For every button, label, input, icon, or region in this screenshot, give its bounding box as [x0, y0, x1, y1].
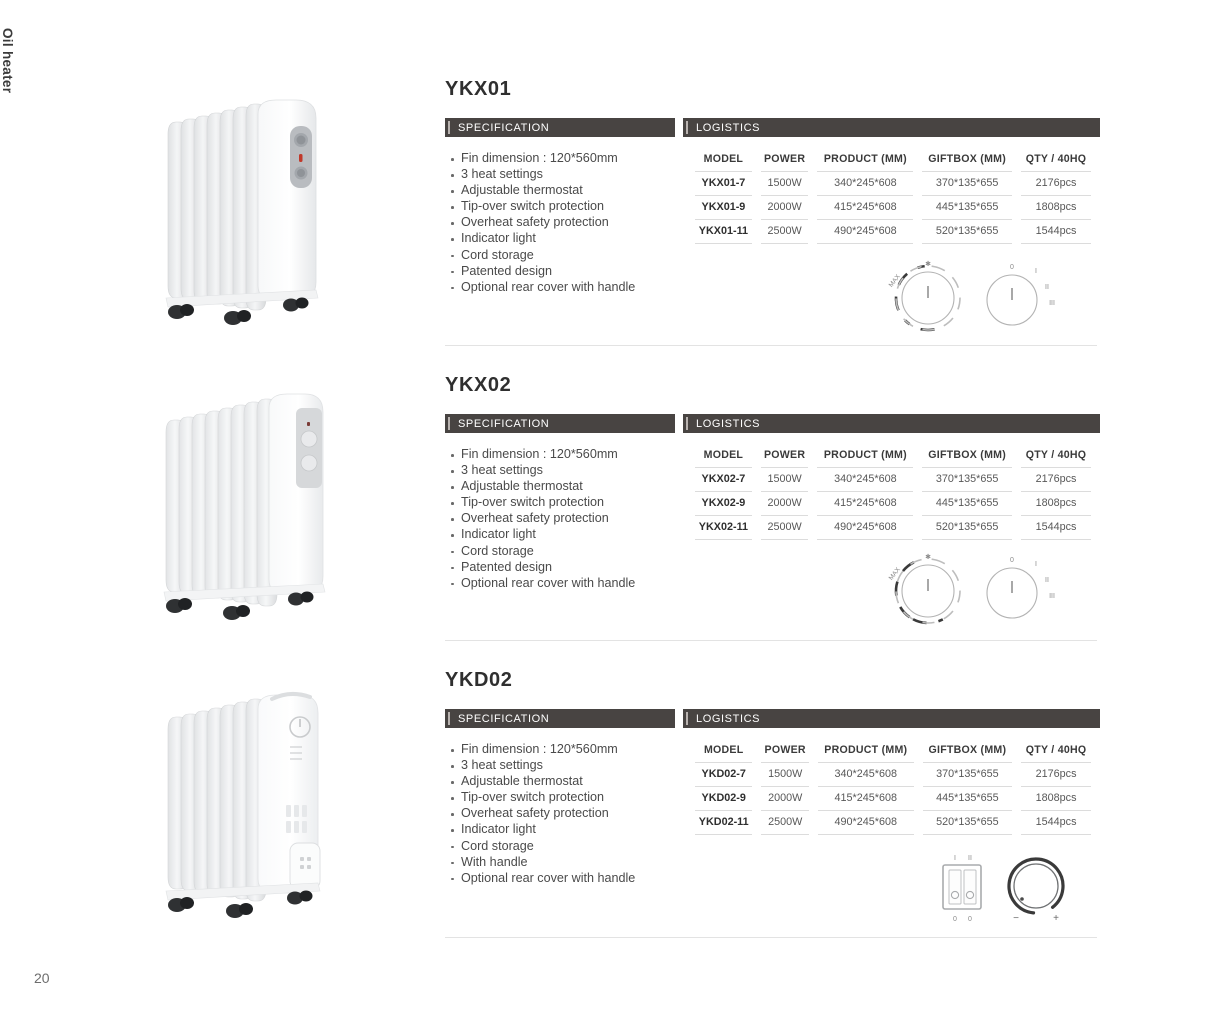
cell-qty: 2176pcs: [1021, 468, 1091, 492]
section-header-bars: [445, 118, 1100, 137]
column-header-qty: QTY / 40HQ: [1021, 151, 1091, 172]
cell-power: 2000W: [761, 196, 809, 220]
column-header-product: PRODUCT (MM): [818, 742, 914, 763]
cell-giftbox: 445*135*655: [922, 492, 1012, 516]
product-photo-ykx02: [150, 382, 350, 632]
cell-product: 490*245*608: [817, 516, 913, 540]
spec-item: Fin dimension : 120*560mm: [450, 742, 675, 758]
spec-item: With handle: [450, 855, 675, 871]
specification-list: [445, 742, 675, 887]
table-row: [695, 811, 1091, 835]
table-row: [695, 468, 1091, 492]
product-photo-ykd02: [150, 677, 350, 927]
model-title: YKX02: [445, 374, 512, 396]
logistics-header-label: LOGISTICS: [696, 712, 761, 725]
spec-item: Tip-over switch protection: [450, 199, 675, 215]
specification-header-bar: [445, 414, 675, 433]
svg-text:0: 0: [953, 916, 957, 923]
cell-giftbox: 520*135*655: [922, 220, 1012, 244]
table-row: [695, 172, 1091, 196]
cell-qty: 1808pcs: [1021, 787, 1091, 811]
table-row: [695, 787, 1091, 811]
spec-item: Adjustable thermostat: [450, 774, 675, 790]
cell-qty: 1808pcs: [1021, 196, 1091, 220]
column-header-giftbox: GIFTBOX (MM): [923, 742, 1013, 763]
spec-item: Indicator light: [450, 822, 675, 838]
spec-item: Cord storage: [450, 544, 675, 560]
svg-text:I: I: [1035, 268, 1037, 275]
spec-item: 3 heat settings: [450, 167, 675, 183]
column-header-power: POWER: [761, 447, 809, 468]
spec-item: Indicator light: [450, 527, 675, 543]
specification-header-bar: [445, 118, 675, 137]
svg-text:−: −: [1013, 913, 1019, 924]
logistics-header-bar: [683, 118, 1100, 137]
cell-product: 340*245*608: [818, 763, 914, 787]
section-content-ykx01: [445, 78, 1100, 307]
svg-text:MAX: MAX: [887, 566, 902, 582]
cell-power: 2500W: [761, 220, 809, 244]
column-header-product: PRODUCT (MM): [817, 151, 913, 172]
svg-text:I: I: [1035, 561, 1037, 568]
cell-product: 490*245*608: [817, 220, 913, 244]
column-header-qty: QTY / 40HQ: [1021, 742, 1091, 763]
control-icons-ykx01: [840, 256, 1100, 336]
power-selector-dial-icon: [987, 264, 1055, 325]
svg-text:0: 0: [1010, 264, 1014, 271]
column-header-model: MODEL: [695, 742, 752, 763]
cell-giftbox: 520*135*655: [923, 811, 1013, 835]
cell-giftbox: 370*135*655: [923, 763, 1013, 787]
cell-model: YKX01-9: [695, 196, 752, 220]
spec-item: Optional rear cover with handle: [450, 871, 675, 887]
spec-item: Optional rear cover with handle: [450, 280, 675, 296]
cell-product: 415*245*608: [818, 787, 914, 811]
table-header-row: [695, 742, 1091, 763]
section-divider: [445, 937, 1097, 938]
section-content-ykx02: [445, 374, 1100, 600]
svg-text:I: I: [954, 855, 956, 862]
cell-power: 1500W: [761, 172, 809, 196]
table-header-row: [695, 151, 1091, 172]
logistics-header-bar: [683, 709, 1100, 728]
cell-qty: 1544pcs: [1021, 516, 1091, 540]
specification-list: [445, 151, 675, 296]
spec-item: Adjustable thermostat: [450, 183, 675, 199]
cell-model: YKX02-11: [695, 516, 752, 540]
model-title: YKD02: [445, 669, 513, 691]
table-header-row: [695, 447, 1091, 468]
logistics-table: [686, 151, 1100, 244]
snowflake-icon: ✱: [925, 554, 931, 561]
svg-text:MAX: MAX: [887, 273, 902, 289]
cell-product: 415*245*608: [817, 196, 913, 220]
cell-product: 490*245*608: [818, 811, 914, 835]
cell-qty: 2176pcs: [1021, 172, 1091, 196]
column-header-giftbox: GIFTBOX (MM): [922, 151, 1012, 172]
svg-text:0: 0: [1010, 557, 1014, 564]
cell-power: 2000W: [761, 787, 809, 811]
spec-item: Tip-over switch protection: [450, 790, 675, 806]
cell-model: YKX01-7: [695, 172, 752, 196]
column-header-qty: QTY / 40HQ: [1021, 447, 1091, 468]
spec-item: 3 heat settings: [450, 463, 675, 479]
cell-qty: 1544pcs: [1021, 220, 1091, 244]
svg-text:II: II: [1045, 577, 1049, 584]
cell-power: 1500W: [761, 468, 809, 492]
cell-giftbox: 370*135*655: [922, 172, 1012, 196]
spec-item: Cord storage: [450, 248, 675, 264]
thermostat-knob-icon: [1006, 856, 1065, 924]
rocker-switch-icon: [943, 855, 981, 923]
cell-qty: 2176pcs: [1021, 763, 1091, 787]
table-row: [695, 492, 1091, 516]
spec-item: Patented design: [450, 560, 675, 576]
spec-item: Overheat safety protection: [450, 511, 675, 527]
cell-power: 2500W: [761, 516, 809, 540]
cell-qty: 1808pcs: [1021, 492, 1091, 516]
spec-item: Fin dimension : 120*560mm: [450, 151, 675, 167]
cell-model: YKD02-11: [695, 811, 752, 835]
logistics-header-label: LOGISTICS: [696, 121, 761, 134]
section-divider: [445, 345, 1097, 346]
cell-product: 340*245*608: [817, 468, 913, 492]
svg-text:+: +: [1053, 913, 1059, 924]
spec-item: Adjustable thermostat: [450, 479, 675, 495]
table-row: [695, 196, 1091, 220]
spec-item: Cord storage: [450, 839, 675, 855]
cell-model: YKX02-9: [695, 492, 752, 516]
cell-power: 2500W: [761, 811, 809, 835]
svg-text:II: II: [1045, 284, 1049, 291]
page-number: 20: [34, 970, 50, 986]
spec-item: Tip-over switch protection: [450, 495, 675, 511]
cell-giftbox: 370*135*655: [922, 468, 1012, 492]
spec-item: 3 heat settings: [450, 758, 675, 774]
svg-text:II: II: [968, 855, 972, 862]
section-header-bars: [445, 414, 1100, 433]
section-side-label: [0, 28, 50, 148]
cell-model: YKD02-7: [695, 763, 752, 787]
thermostat-dial-icon: [883, 256, 972, 336]
table-row: [695, 516, 1091, 540]
cell-product: 415*245*608: [817, 492, 913, 516]
cell-power: 1500W: [761, 763, 809, 787]
specification-list: [445, 447, 675, 592]
column-header-model: MODEL: [695, 447, 752, 468]
column-header-model: MODEL: [695, 151, 752, 172]
spec-item: Patented design: [450, 264, 675, 280]
column-header-power: POWER: [761, 742, 809, 763]
cell-model: YKD02-9: [695, 787, 752, 811]
control-icons-ykd02: [840, 849, 1100, 929]
column-header-power: POWER: [761, 151, 809, 172]
cell-qty: 1544pcs: [1021, 811, 1091, 835]
cell-model: YKX01-11: [695, 220, 752, 244]
logistics-header-label: LOGISTICS: [696, 417, 761, 430]
table-row: [695, 220, 1091, 244]
cell-giftbox: 445*135*655: [923, 787, 1013, 811]
section-header-bars: [445, 709, 1100, 728]
power-selector-dial-icon: [987, 557, 1055, 618]
thermostat-dial-icon: [883, 549, 972, 629]
column-header-giftbox: GIFTBOX (MM): [922, 447, 1012, 468]
logistics-header-bar: [683, 414, 1100, 433]
spec-item: Overheat safety protection: [450, 806, 675, 822]
snowflake-icon: ✱: [925, 261, 931, 268]
section-divider: [445, 640, 1097, 641]
specification-header-label: SPECIFICATION: [458, 417, 550, 430]
cell-product: 340*245*608: [817, 172, 913, 196]
product-photo-ykx01: [150, 86, 350, 336]
cell-power: 2000W: [761, 492, 809, 516]
section-content-ykd02: [445, 669, 1100, 924]
spec-item: Fin dimension : 120*560mm: [450, 447, 675, 463]
cell-giftbox: 445*135*655: [922, 196, 1012, 220]
svg-text:0: 0: [968, 916, 972, 923]
table-row: [695, 763, 1091, 787]
cell-model: YKX02-7: [695, 468, 752, 492]
logistics-table: [686, 447, 1100, 540]
spec-item: Optional rear cover with handle: [450, 576, 675, 592]
specification-header-label: SPECIFICATION: [458, 712, 550, 725]
column-header-product: PRODUCT (MM): [817, 447, 913, 468]
spec-item: Indicator light: [450, 231, 675, 247]
specification-header-bar: [445, 709, 675, 728]
svg-text:III: III: [1049, 300, 1055, 307]
control-icons-ykx02: [840, 549, 1100, 629]
logistics-table: [686, 742, 1100, 835]
side-label-text: Oil heater: [0, 28, 15, 94]
spec-item: Overheat safety protection: [450, 215, 675, 231]
cell-giftbox: 520*135*655: [922, 516, 1012, 540]
specification-header-label: SPECIFICATION: [458, 121, 550, 134]
model-title: YKX01: [445, 78, 512, 100]
svg-text:III: III: [1049, 593, 1055, 600]
